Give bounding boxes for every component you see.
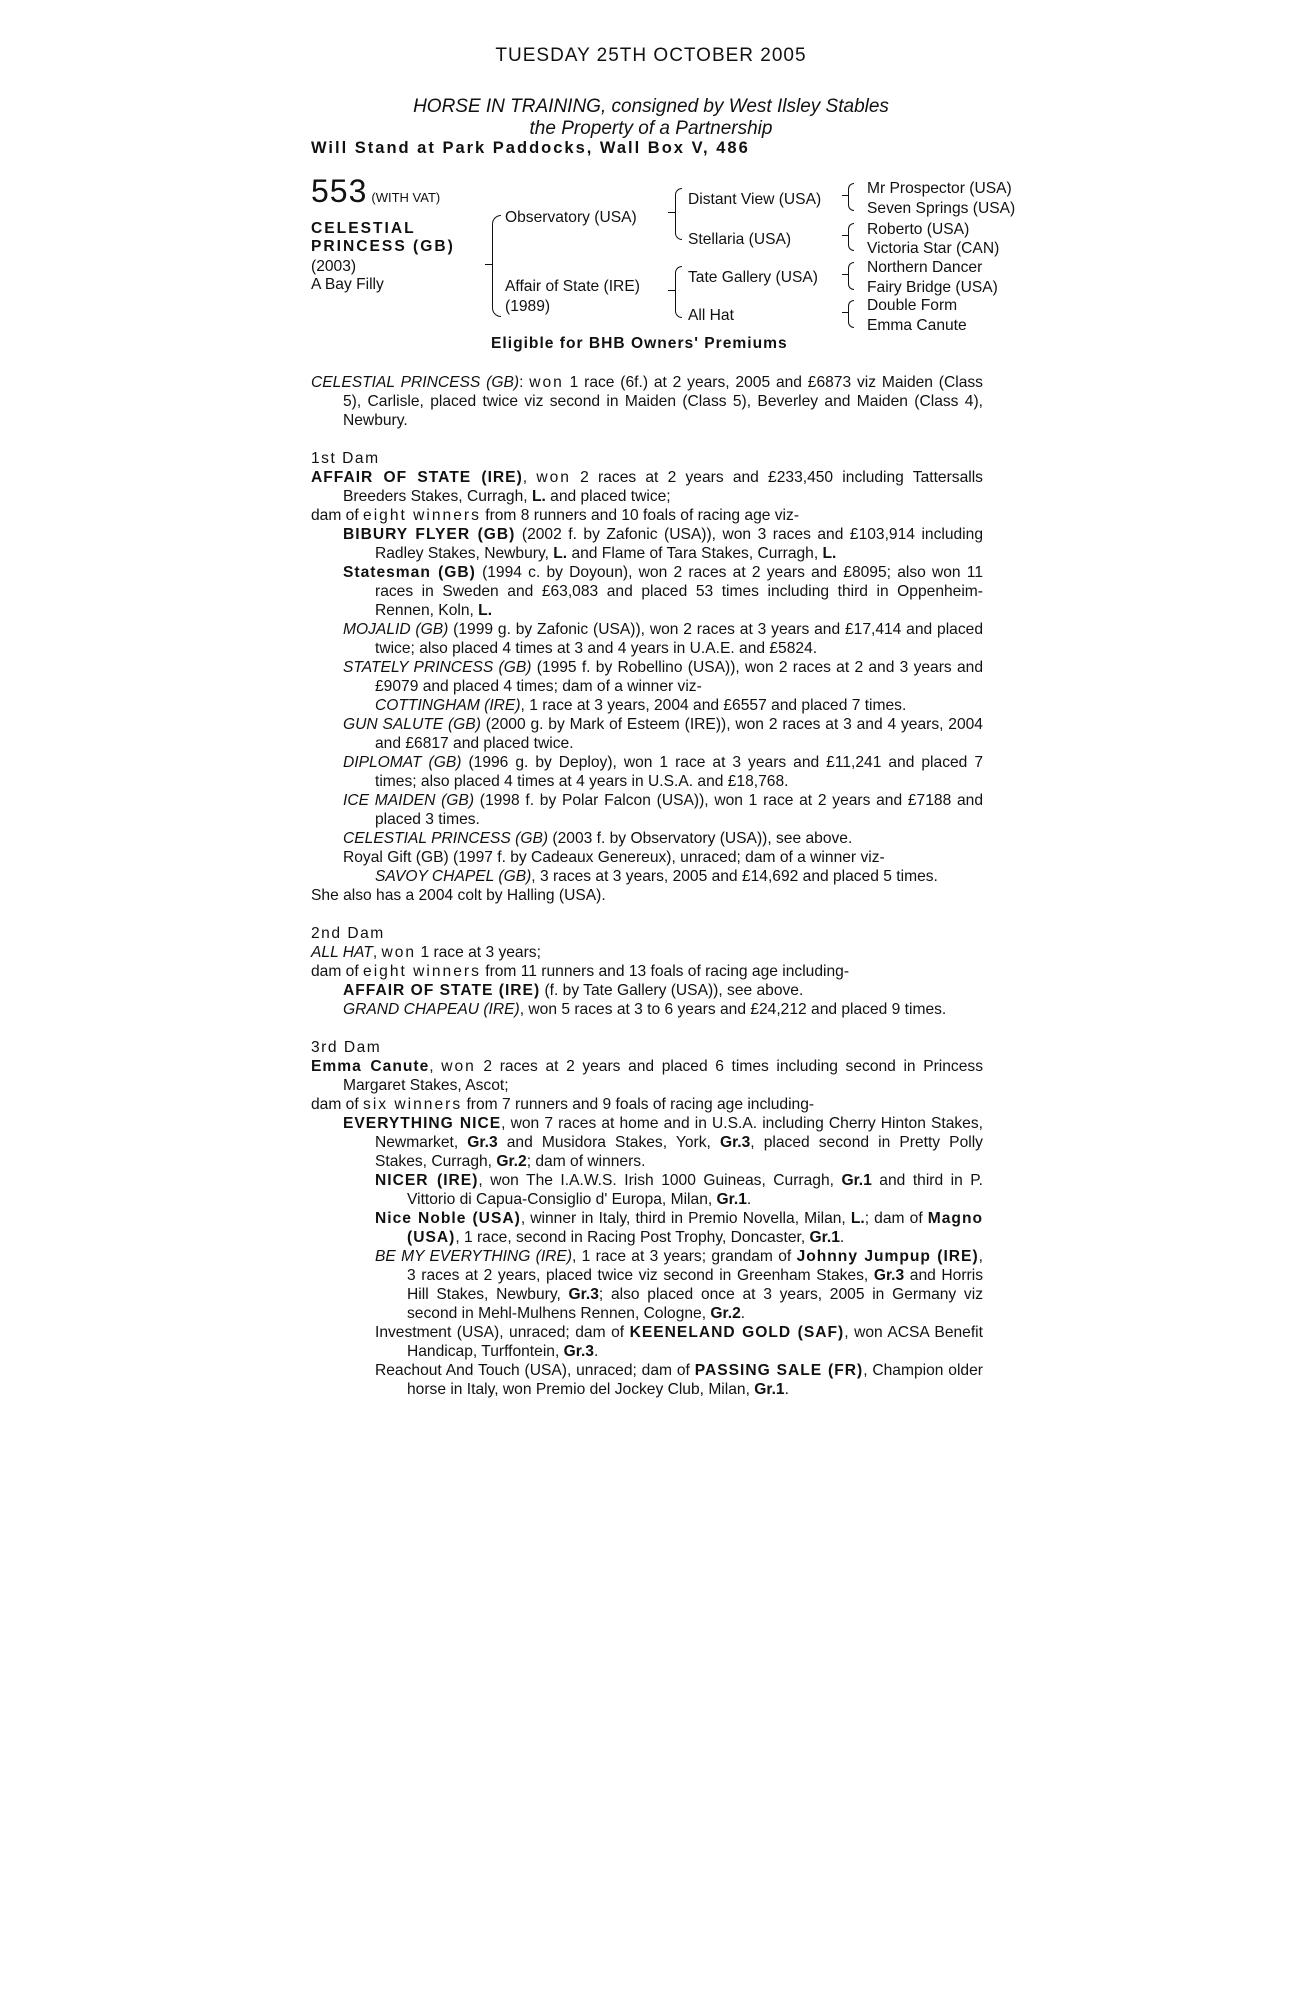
dam: [505, 278, 640, 296]
produce-entry: [311, 1171, 983, 1209]
text: , 3 races at 2 years, placed twice viz second in Greenham Stakes,: [407, 1248, 983, 1284]
listed-mark: L.: [478, 602, 493, 619]
text: (2000 g. by Mark of Esteem (IRE)), won 2 races at 3 and 4 years, 2004 and £6817 and placed twice.: [375, 716, 983, 752]
text: Reachout And Touch (USA), unraced; dam of: [375, 1362, 695, 1379]
brace-main-notch: [485, 264, 492, 265]
produce-entry: [311, 753, 983, 791]
text: , won ACSA Benefit Handicap, Turffontein,: [407, 1324, 983, 1360]
dam-sire-dam: Fairy Bridge (USA): [867, 279, 998, 296]
dam-sire-sire: Northern Dancer: [867, 259, 983, 276]
dam-year: (1989): [505, 298, 551, 315]
produce-name: MOJALID (GB): [343, 621, 449, 638]
brace-main: [492, 215, 501, 317]
sire-sire-sire: Mr Prospector (USA): [867, 180, 1012, 197]
text: (1998 f. by Polar Falcon (USA)), won 1 race at 2 years and £7188 and placed 3 times.: [375, 792, 983, 828]
second-dam-name: ALL HAT: [311, 944, 373, 961]
text: and Musidora Stakes, York,: [497, 1134, 720, 1151]
group-mark: Gr.3: [873, 1267, 905, 1284]
brace-sire-notch: [668, 212, 675, 213]
group-mark: Gr.2: [710, 1305, 741, 1322]
listed-mark: L.: [531, 488, 546, 505]
produce-name: GRAND CHAPEAU (IRE): [343, 1001, 520, 1018]
horse-name-line2: PRINCESS (GB): [311, 238, 455, 255]
group-mark: Gr.2: [496, 1153, 527, 1170]
text: , 1 race at 3 years; grandam of: [572, 1248, 797, 1265]
dam-dam: All Hat: [688, 307, 734, 324]
text: dam of: [311, 507, 364, 524]
text: from 11 runners and 13 foals of racing age including-: [480, 963, 850, 980]
text: dam of: [311, 963, 364, 980]
text: (1996 g. by Deploy), won 1 race at 3 years and £11,241 and placed 7 times; also placed 4 times at 4 years in U.S.A. and £18,768.: [375, 754, 983, 790]
text: and Horris Hill Stakes, Newbury,: [407, 1267, 983, 1303]
text: .: [746, 1191, 752, 1208]
second-dam-heading: 2nd Dam: [311, 925, 385, 942]
produce-entry: [311, 791, 983, 829]
first-dam-produce-summary: [311, 506, 983, 525]
text: .: [784, 1381, 789, 1398]
horse-name-line1: CELESTIAL: [311, 220, 416, 237]
produce-entry: [311, 715, 983, 753]
vat-note: (WITH VAT): [371, 190, 441, 205]
produce-entry: [311, 1247, 983, 1323]
won-word: won: [381, 944, 417, 961]
produce-entry: [311, 563, 983, 620]
group-mark: Gr.3: [563, 1343, 594, 1360]
produce-name: Magno (USA): [407, 1210, 984, 1246]
produce-entry: [311, 829, 983, 848]
group-mark: Gr.1: [841, 1172, 872, 1189]
produce-entry: [311, 525, 983, 563]
sire: Observatory (USA): [505, 209, 637, 226]
produce-entry: [311, 658, 983, 696]
text: from 7 runners and 9 foals of racing age including-: [462, 1096, 815, 1113]
text: , winner in Italy, third in Premio Novella, Milan,: [520, 1210, 851, 1227]
group-mark: Gr.1: [809, 1229, 840, 1246]
horse-details: [311, 258, 384, 294]
produce-name: BE MY EVERYTHING (IRE): [375, 1248, 573, 1265]
listed-mark: L.: [553, 545, 568, 562]
text: (1999 g. by Zafonic (USA)), won 2 races at 3 years and £17,414 and placed twice; also placed 4 times at 3 and 4 years in U.A.E. and £5824.: [375, 621, 983, 657]
sire-sire: Distant View (USA): [688, 191, 822, 208]
text: (f. by Tate Gallery (USA)), see above.: [540, 982, 804, 999]
first-dam-name: AFFAIR OF STATE (IRE): [311, 469, 523, 486]
produce-entry: [311, 1361, 983, 1399]
horse-name: [311, 220, 461, 256]
text: , 1 race, second in Racing Post Trophy, Doncaster,: [455, 1229, 810, 1246]
race-record-text: 1 race (6f.) at 2 years, 2005 and £6873 viz Maiden (Class 5), Carlisle, placed twice viz second in Maiden (Class 5), Beverley and Maiden (Class 4), Newbury.: [343, 374, 983, 429]
text: .: [593, 1343, 599, 1360]
produce-entry: [311, 1209, 983, 1247]
produce-name: DIPLOMAT (GB): [343, 754, 462, 771]
sire-dam-dam: Victoria Star (CAN): [867, 240, 1000, 257]
listed-mark: L.: [822, 545, 837, 562]
stand-location: Will Stand at Park Paddocks, Wall Box V, 486: [311, 139, 750, 157]
text: ; dam of winners.: [526, 1153, 646, 1170]
text: 1 race at 3 years;: [416, 944, 541, 961]
third-dam-heading: 3rd Dam: [311, 1039, 382, 1056]
brace-ss-notch: [842, 195, 849, 196]
produce-name: NICER (IRE): [375, 1172, 479, 1189]
second-dam-produce-summary: [311, 962, 983, 981]
produce-name: STATELY PRINCESS (GB): [343, 659, 532, 676]
also-note: She also has a 2004 colt by Halling (USA).: [311, 887, 606, 904]
winners-count: eight winners: [363, 963, 481, 980]
brace-dd: [848, 300, 854, 328]
dam-sire: Tate Gallery (USA): [688, 269, 818, 286]
dam-dam-dam: Emma Canute: [867, 317, 967, 334]
produce-entry: [311, 696, 983, 715]
sire-dam-sire: Roberto (USA): [867, 221, 970, 238]
owners-premiums-note: Eligible for BHB Owners' Premiums: [491, 335, 788, 352]
text: , won The I.A.W.S. Irish 1000 Guineas, Curragh,: [478, 1172, 842, 1189]
group-mark: Gr.3: [719, 1134, 751, 1151]
text: 2 races at 2 years and £233,450 including Tattersalls Breeders Stakes, Curragh,: [343, 469, 983, 505]
third-dam-name: Emma Canute: [311, 1058, 430, 1075]
produce-entry: [311, 1000, 983, 1019]
brace-ds: [848, 262, 854, 290]
dam-name: Affair of State (IRE): [505, 278, 640, 295]
property-line: the Property of a Partnership: [529, 118, 773, 139]
text: (2003 f. by Observatory (USA)), see above.: [548, 830, 853, 847]
brace-sd-notch: [842, 235, 849, 236]
text: ; dam of: [864, 1210, 928, 1227]
horse-name-ref: CELESTIAL PRINCESS (GB): [311, 374, 520, 391]
won-word: won: [529, 374, 564, 391]
produce-entry: [311, 1114, 983, 1171]
text: dam of: [311, 1096, 364, 1113]
winners-count: six winners: [363, 1096, 463, 1113]
produce-name: Johnny Jumpup (IRE): [796, 1248, 979, 1265]
text: .: [839, 1229, 845, 1246]
catalogue-text: [311, 373, 983, 1399]
produce-name: SAVOY CHAPEL (GB): [375, 868, 532, 885]
produce-entry: [311, 848, 983, 867]
won-word: won: [441, 1058, 476, 1075]
text: 2 races at 2 years and placed 6 times including second in Princess Margaret Stakes, Ascot;: [343, 1058, 983, 1094]
brace-sire: [675, 188, 682, 240]
horse-sex-colour: A Bay Filly: [311, 276, 384, 293]
produce-name: Nice Noble (USA): [375, 1210, 521, 1227]
produce-name: Statesman (GB): [343, 564, 476, 581]
race-record: CELESTIAL PRINCESS (GB): won 1 race (6f.) at 2 years, 2005 and £6873 viz Maiden (Class 5), Carlisle, placed twice viz second in Maiden (Class 5), Beverley and Maiden (Class 4), Newbury.: [311, 374, 983, 429]
brace-dam: [675, 266, 682, 318]
second-dam-record: ALL HAT, won 1 race at 3 years;: [311, 944, 541, 961]
text: , 3 races at 3 years, 2005 and £14,692 and placed 5 times.: [531, 868, 938, 885]
text: , Champion older horse in Italy, won Premio del Jockey Club, Milan,: [407, 1362, 983, 1398]
produce-entry: [311, 620, 983, 658]
brace-dd-notch: [842, 312, 849, 313]
produce-entry: [311, 1323, 983, 1361]
text: Investment (USA), unraced; dam of: [375, 1324, 630, 1341]
winners-count: eight winners: [363, 507, 481, 524]
text: from 8 runners and 10 foals of racing age viz-: [480, 507, 800, 524]
text: (1994 c. by Doyoun), won 2 races at 2 years and £8095; also won 11 races in Sweden and £63,083 and placed 53 times including third in Oppenheim-Rennen, Koln,: [375, 564, 983, 619]
produce-entry: [311, 981, 983, 1000]
produce-name: AFFAIR OF STATE (IRE): [343, 982, 541, 999]
produce-name: GUN SALUTE (GB): [343, 716, 481, 733]
text: (1995 f. by Robellino (USA)), won 2 races at 2 and 3 years and £9079 and placed 4 times; dam of a winner viz-: [375, 659, 983, 695]
brace-ss: [848, 183, 854, 211]
third-dam-produce-summary: [311, 1095, 983, 1114]
lot-number: 553: [311, 173, 368, 209]
third-dam-record: Emma Canute, won 2 races at 2 years and placed 6 times including second in Princess Margaret Stakes, Ascot;: [311, 1058, 983, 1094]
first-dam-heading: 1st Dam: [311, 450, 380, 467]
produce-name: PASSING SALE (FR): [694, 1362, 864, 1379]
group-mark: Gr.3: [467, 1134, 498, 1151]
group-mark: Gr.1: [754, 1381, 785, 1398]
lot-number-block: [311, 173, 441, 209]
text: , 1 race at 3 years, 2004 and £6557 and placed 7 times.: [520, 697, 907, 714]
produce-name: KEENELAND GOLD (SAF): [629, 1324, 845, 1341]
text: and third in P. Vittorio di Capua-Consiglio d' Europa, Milan,: [407, 1172, 984, 1208]
text: and Flame of Tara Stakes, Curragh,: [567, 545, 823, 562]
sale-date: TUESDAY 25TH OCTOBER 2005: [495, 45, 807, 66]
produce-name: BIBURY FLYER (GB): [343, 526, 516, 543]
group-mark: Gr.3: [568, 1286, 599, 1303]
text: , won 5 races at 3 to 6 years and £24,212 and placed 9 times.: [519, 1001, 947, 1018]
listed-mark: L.: [850, 1210, 865, 1227]
text: and placed twice;: [545, 488, 671, 505]
text: .: [740, 1305, 746, 1322]
sire-sire-dam: Seven Springs (USA): [867, 200, 1016, 217]
brace-dam-notch: [668, 290, 675, 291]
produce-name: ICE MAIDEN (GB): [343, 792, 475, 809]
consignor-line: HORSE IN TRAINING, consigned by West Ilsley Stables: [413, 96, 889, 117]
consignment-info: [311, 96, 991, 140]
text: Royal Gift (GB) (1997 f. by Cadeaux Genereux), unraced; dam of a winner viz-: [343, 849, 885, 866]
sire-dam: Stellaria (USA): [688, 231, 792, 248]
group-mark: Gr.1: [716, 1191, 747, 1208]
first-dam-record: AFFAIR OF STATE (IRE), won 2 races at 2 years and £233,450 including Tattersalls Breeders Stakes, Curragh, L. and placed twice;: [311, 469, 983, 505]
text: , won 7 races at home and in U.S.A. including Cherry Hinton Stakes, Newmarket,: [375, 1115, 983, 1151]
produce-entry: [311, 867, 983, 886]
text: (2002 f. by Zafonic (USA)), won 3 races and £103,914 including Radley Stakes, Newbury,: [375, 526, 983, 562]
produce-name: CELESTIAL PRINCESS (GB): [343, 830, 549, 847]
foaling-year: (2003): [311, 258, 357, 275]
brace-ds-notch: [842, 274, 849, 275]
produce-name: EVERYTHING NICE: [343, 1115, 502, 1132]
text: ; also placed once at 3 years, 2005 in Germany viz second in Mehl-Mulhens Rennen, Cologne,: [407, 1286, 983, 1322]
produce-name: COTTINGHAM (IRE): [375, 697, 521, 714]
dam-dam-sire: Double Form: [867, 297, 958, 314]
text: , placed second in Pretty Polly Stakes, Curragh,: [375, 1134, 983, 1170]
brace-sd: [848, 223, 854, 251]
won-word: won: [536, 469, 571, 486]
